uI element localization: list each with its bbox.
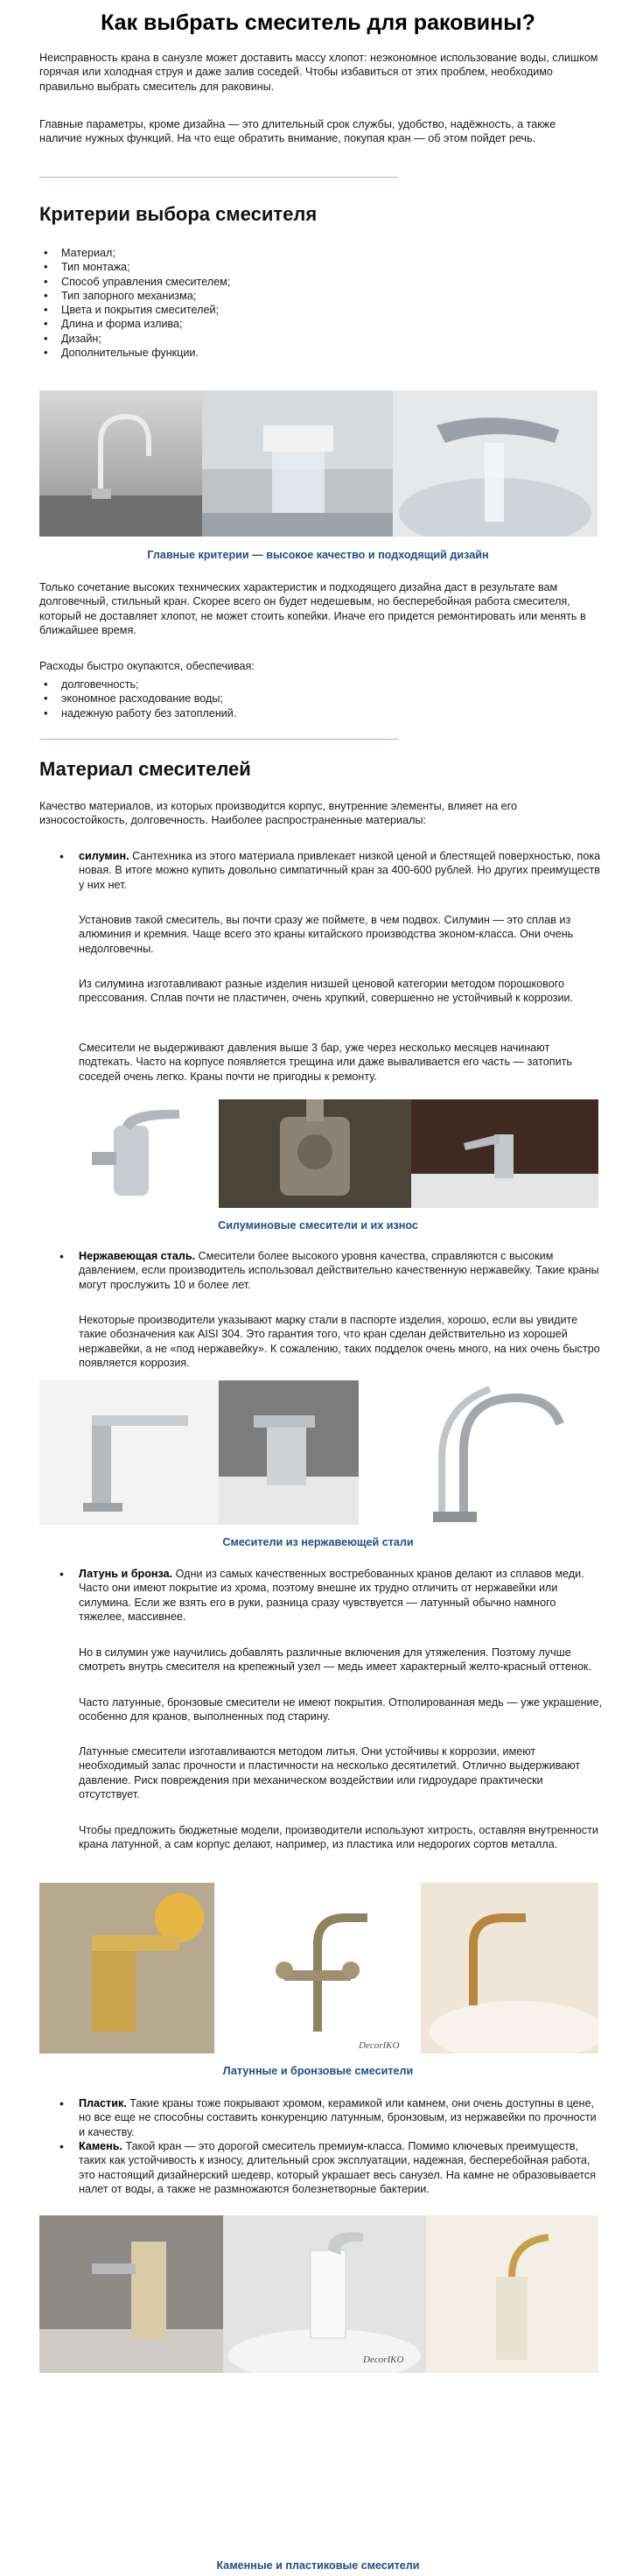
silumin-text: Сантехника из этого материала привлекает низкой ценой и блестящей поверхностью, пока новая. В итоге можно купить довольно симпатичный кран за 400-600 рублей. Но других преимуществ у них нет.: [79, 850, 601, 891]
faucet-photo-chrome-arc: [39, 390, 202, 537]
section-divider: [39, 177, 398, 178]
criteria-list-item: • Тип монтажа;: [38, 260, 563, 274]
brass-faucet-photo-2: [214, 1883, 421, 2053]
steel-faucet-photo-3: [359, 1380, 598, 1525]
brass-paragraph-4: Латунные смесители изготавливаются методом литья. Они устойчивы к коррозии, имеют необходимый запас прочности и пластичности на несколько десятилетий. Отлично выдерживают давление. Риск повреждения при механическом воздействии или гидроударе практически отсутствует.: [79, 1745, 581, 1800]
brass-paragraph-2: Но в силумин уже научились добавлять различные включения для утяжеления. Поэтому лучше смотреть внутрь смесителя на крепежный узел — медь имеет характерный желто-красный оттенок.: [79, 1646, 591, 1674]
silumin-faucet-photo-installed: [411, 1099, 598, 1208]
criteria-paragraph-1: Только сочетание высоких технических характеристик и подходящего дизайна даст в результате вам долговечный, стильный кран. Скорее всего он будет недешевым, но бесперебойная работа смесителя, который не доставляет хлопот, не может стоить копейки. Иначе его придется ремонтировать или менять в ближайшее время.: [39, 581, 586, 636]
silumin-paragraph-3: Из силумина изготавливают разные изделия низшей ценовой категории методом порошкового прессования. Сплав почти не пластичен, очень хрупкий, совершенно не устойчивый к коррозии.: [79, 978, 574, 1005]
criteria-list-item: • Длина и форма излива;: [38, 317, 563, 331]
silumin-paragraph-2: Установив такой смеситель, вы почти сразу же поймете, в чем подвох. Силумин — это сплав из алюминия и кремния. Чаще всего это краны китайского производства эконом-класса. Они очень недолговечны.: [79, 914, 574, 955]
criteria-list-item: • Способ управления смесителем;: [38, 275, 563, 289]
benefits-list-item: • экономное расходование воды;: [38, 691, 563, 705]
steel-faucet-photo-2: [219, 1380, 359, 1525]
brand-watermark: DecorIKO: [359, 2040, 400, 2051]
stone-term: Камень.: [79, 2140, 123, 2152]
criteria-list-item: • Дизайн;: [38, 332, 563, 346]
silumin-faucet-photo-worn: [219, 1099, 411, 1208]
bullet-dot: •: [59, 2096, 64, 2110]
bullet-dot: •: [59, 849, 64, 863]
stone-faucet-photo-2: [223, 2215, 426, 2373]
silumin-photo-caption: Силуминовые смесители и их износ: [218, 1219, 418, 1232]
benefits-list-item: • долговечность;: [38, 677, 563, 691]
benefits-list: [38, 677, 563, 720]
steel-text: Смесители более высокого уровня качества, справляются с высоким давлением, если производитель использовал действительно качественную нержавейку. Такие краны могут прослужить 10 и более лет.: [79, 1250, 599, 1291]
stone-photo-caption: Каменные и пластиковые смесители: [216, 2559, 420, 2572]
intro-paragraph-2: Главные параметры, кроме дизайна — это длительный срок службы, удобство, надёжность, а также наличие нужных функций. На что еще обратить внимание, покупая кран — об этом пойдет речь.: [39, 118, 556, 145]
silumin-term: силумин.: [79, 850, 129, 862]
brass-photo-caption: Латунные и бронзовые смесители: [222, 2065, 414, 2077]
brass-item: [59, 1567, 604, 1624]
silumin-item: [59, 849, 604, 892]
section-divider: [39, 739, 398, 740]
brass-term: Латунь и бронза.: [79, 1568, 173, 1580]
steel-item: [59, 1249, 604, 1292]
criteria-list-item: • Тип запорного механизма;: [38, 289, 563, 303]
brass-faucet-photo-1: [39, 1883, 214, 2053]
criteria-paragraph-2: Расходы быстро окупаются, обеспечивая:: [39, 660, 255, 672]
criteria-list-item: • Материал;: [38, 246, 563, 260]
steel-faucet-photo-1: [39, 1380, 219, 1525]
criteria-photo-caption: Главные критерии — высокое качество и подходящий дизайн: [147, 549, 489, 561]
silumin-paragraph-4: Смесители не выдерживают давления выше 3 бар, уже через несколько месяцев начинают подтекать. Часто на корпусе появляется трещина или даже вываливается его часть — затопить соседей очень легко. Краны почти не пригодны к ремонту.: [79, 1042, 572, 1083]
stone-text: Такой кран — это дорогой смеситель премиум-класса. Помимо ключевых преимуществ, таких как устойчивость к износу, длительный срок эксплуатации, надежная, бесперебойная работа, это настоящий дизайнерский шедевр, который украшает весь санузел. На камне не образовывается налет от воды, а также не размножаются болезнетворные бактерии.: [79, 2140, 597, 2195]
benefits-list-item: • надежную работу без затоплений.: [38, 706, 563, 720]
material-intro: Качество материалов, из которых производится корпус, внутренние элементы, влияет на его износостойкость, долговечность. Наиболее распространенные материалы:: [39, 800, 517, 827]
plastic-term: Пластик.: [79, 2097, 127, 2109]
bullet-dot: •: [59, 1567, 64, 1581]
brass-paragraph-3: Часто латунные, бронзовые смесители не имеют покрытия. Отполированная медь — уже украшение, особенно для кранов, выполненных под старину.: [79, 1696, 603, 1723]
steel-paragraph-2: Некоторые производители указывают марку стали в паспорте изделия, хорошо, если вы увидите такие обозначения как AISI 304. Это гарантия того, что кран сделан действительно из хорошей нержавейки, а не «под нержавейку». К сожалению, таких подделок очень много, на них очень быстро появляется коррозия.: [79, 1314, 600, 1369]
brass-text: Одни из самых качественных востребованных кранов делают из сплавов меди. Часто они имеют покрытие из хрома, поэтому внешне их трудно отличить от нержавейки или силумина. Если же взять его в руки, разница сразу чувствуется — латунный обычно намного тяжелее, массивнее.: [79, 1568, 584, 1623]
stone-faucet-photo-3: [426, 2215, 598, 2373]
silumin-faucet-photo-new: [39, 1099, 219, 1208]
stone-faucet-photo-1: [39, 2215, 223, 2373]
faucet-photo-modern-flow: [393, 390, 598, 537]
faucet-photo-wall-waterfall: [202, 390, 393, 537]
criteria-heading: Критерии выбора смесителя: [39, 203, 318, 225]
page-title: Как выбрать смеситель для раковины?: [101, 11, 535, 35]
criteria-list-item: • Дополнительные функции.: [38, 346, 563, 360]
intro-paragraph-1: Неисправность крана в санузле может доставить массу хлопот: неэкономное использование воды, слишком горячая или холодная струя и даже залив соседей. Чтобы избавиться от этих проблем, необходимо правильно выбрать смеситель для раковины.: [39, 52, 598, 93]
bullet-dot: •: [59, 1249, 64, 1263]
brass-faucet-photo-3: [421, 1883, 598, 2053]
bullet-dot: •: [59, 2139, 64, 2153]
plastic-text: Такие краны тоже покрывают хромом, керамикой или камнем, они очень доступны в цене, но все еще не способны составить конкуренцию латунным, бронзовым, из нержавейки по прочности и качеству.: [79, 2097, 597, 2138]
material-heading: Материал смесителей: [39, 758, 251, 780]
plastic-item: [59, 2096, 604, 2139]
steel-term: Нержавеющая сталь.: [79, 1250, 196, 1262]
stone-item: [59, 2139, 604, 2196]
steel-photo-caption: Смесители из нержавеющей стали: [222, 1536, 414, 1548]
brass-paragraph-5: Чтобы предложить бюджетные модели, производители используют хитрость, оставляя внутренности крана латунной, а сам корпус делают, например, из пластика или недорогих сортов металла.: [79, 1824, 598, 1851]
criteria-list-item: • Цвета и покрытия смесителей;: [38, 303, 563, 317]
criteria-list: [38, 246, 563, 360]
brand-watermark: DecorIKO: [363, 2355, 404, 2365]
